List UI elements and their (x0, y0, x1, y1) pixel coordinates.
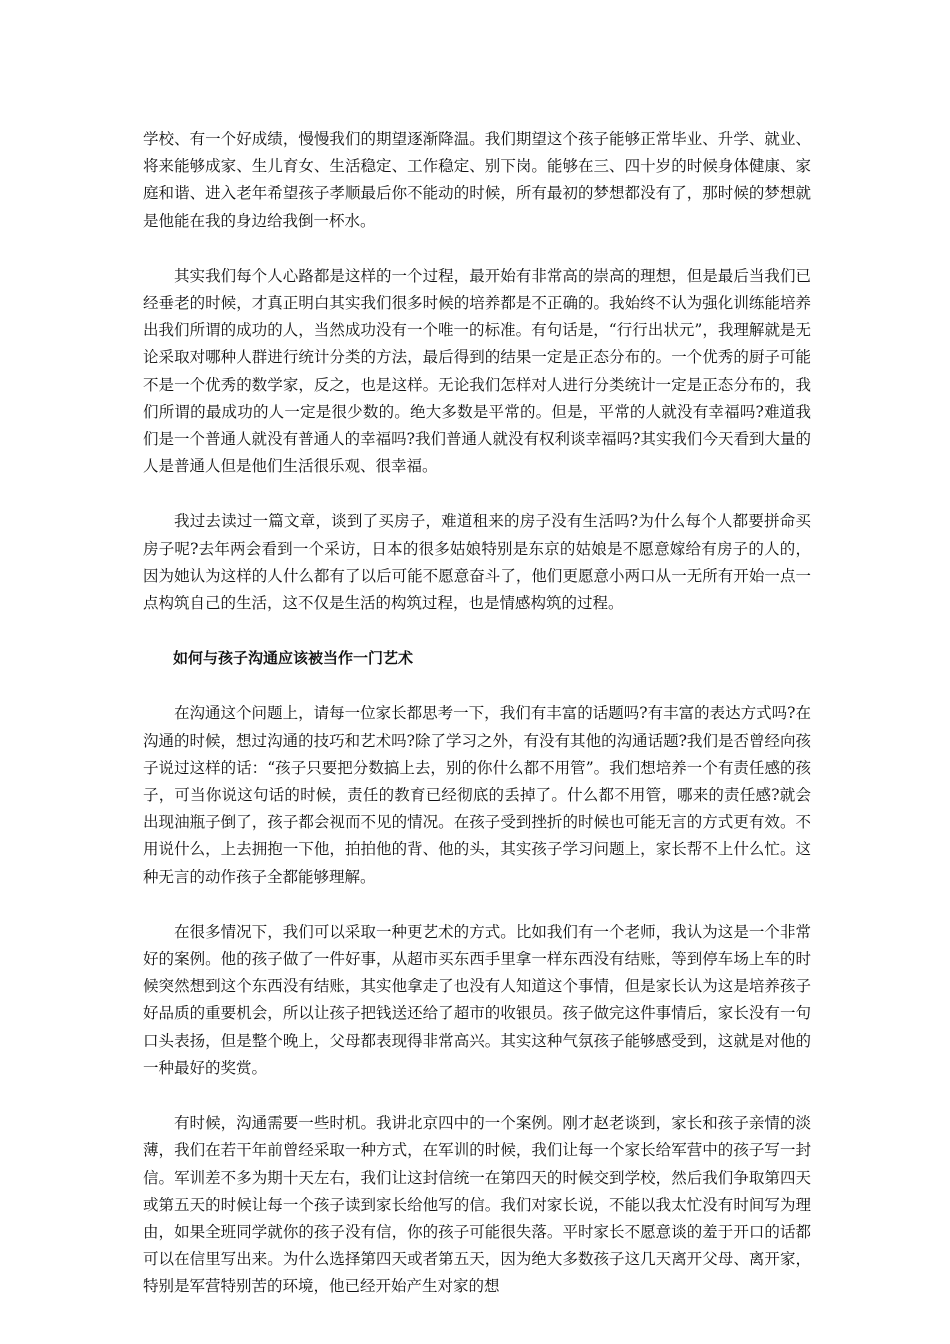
document-page (143, 126, 811, 1329)
paragraph: 有时候，沟通需要一些时机。我讲北京四中的一个案例。刚才赵老谈到，家长和孩子亲情的淡薄，我们在若干年前曾经采取一种方式，在军训的时候，我们让每一个家长给军营中的孩子写一封信。军训差不多为期十天左右，我们让这封信统一在第四天的时候交到学校，然后我们争取第四天或第五天的时候让每一个孩子读到家长给他写的信。我们对家长说，不能以我太忙没有时间写为理由，如果全班同学就你的孩子没有信，你的孩子可能很失落。平时家长不愿意谈的羞于开口的话都可以在信里写出来。为什么选择第四天或者第五天，因为绝大多数孩子这几天离开父母、离开家，特别是军营特别苦的环境，他已经开始产生对家的想 (143, 1114, 811, 1296)
paragraph: 其实我们每个人心路都是这样的一个过程，最开始有非常高的崇高的理想，但是最后当我们已经垂老的时候，才真正明白其实我们很多时候的培养都是不正确的。我始终不认为强化训练能培养出我们所谓的成功的人，当然成功没有一个唯一的标准。有句话是，“行行出状元”，我理解就是无论采取对哪种人群进行统计分类的方法，最后得到的结果一定是正态分布的。一个优秀的厨子可能不是一个优秀的数学家，反之，也是这样。无论我们怎样对人进行分类统计一定是正态分布的，我们所谓的最成功的人一定是很少数的。绝大多数是平常的。但是，平常的人就没有幸福吗?难道我们是一个普通人就没有普通人的幸福吗?我们普通人就没有权利谈幸福吗?其实我们今天看到大量的人是普通人但是他们生活很乐观、很幸福。 (143, 266, 811, 476)
paragraph: 我过去读过一篇文章，谈到了买房子，难道租来的房子没有生活吗?为什么每个人都要拼命买房子呢?去年两会看到一个采访，日本的很多姑娘特别是东京的姑娘是不愿意嫁给有房子的人的，因为她认为这样的人什么都有了以后可能不愿意奋斗了，他们更愿意小两口从一无所有开始一点一点构筑自己的生活，这不仅是生活的构筑过程，也是情感构筑的过程。 (143, 512, 811, 613)
paragraph: 在很多情况下，我们可以采取一种更艺术的方式。比如我们有一个老师，我认为这是一个非常好的案例。他的孩子做了一件好事，从超市买东西手里拿一样东西没有结账，等到停车场上车的时候突然想到这个东西没有结账，其实他拿走了也没有人知道这个事情，但是家长认为这是培养孩子好品质的重要机会，所以让孩子把钱送还给了超市的收银员。孩子做完这件事情后，家长没有一句口头表扬，但是整个晚上，父母都表现得非常高兴。其实这种气氛孩子能够感受到，这就是对他的一种最好的奖赏。 (143, 922, 811, 1077)
paragraph: 在沟通这个问题上，请每一位家长都思考一下，我们有丰富的话题吗?有丰富的表达方式吗?在沟通的时候，想过沟通的技巧和艺术吗?除了学习之外，有没有其他的沟通话题?我们是否曾经向孩子说过这样的话：“孩子只要把分数搞上去，别的你什么都不用管”。我们想培养一个有责任感的孩子，可当你说这句话的时候，责任的教育已经彻底的丢掉了。什么都不用管，哪来的责任感?就会出现油瓶子倒了，孩子都会视而不见的情况。在孩子受到挫折的时候也可能无言的方式更有效。不用说什么，上去拥抱一下他，拍拍他的背、他的头，其实孩子学习问题上，家长帮不上什么忙。这种无言的动作孩子全都能够理解。 (143, 704, 811, 886)
section-heading: 如何与孩子沟通应该被当作一门艺术 (173, 649, 414, 668)
paragraph: 学校、有一个好成绩，慢慢我们的期望逐渐降温。我们期望这个孩子能够正常毕业、升学、就业、将来能够成家、生儿育女、生活稳定、工作稳定、别下岗。能够在三、四十岁的时候身体健康、家庭和谐、进入老年希望孩子孝顺最后你不能动的时候，所有最初的梦想都没有了，那时候的梦想就是他能在我的身边给我倒一杯水。 (143, 130, 811, 230)
